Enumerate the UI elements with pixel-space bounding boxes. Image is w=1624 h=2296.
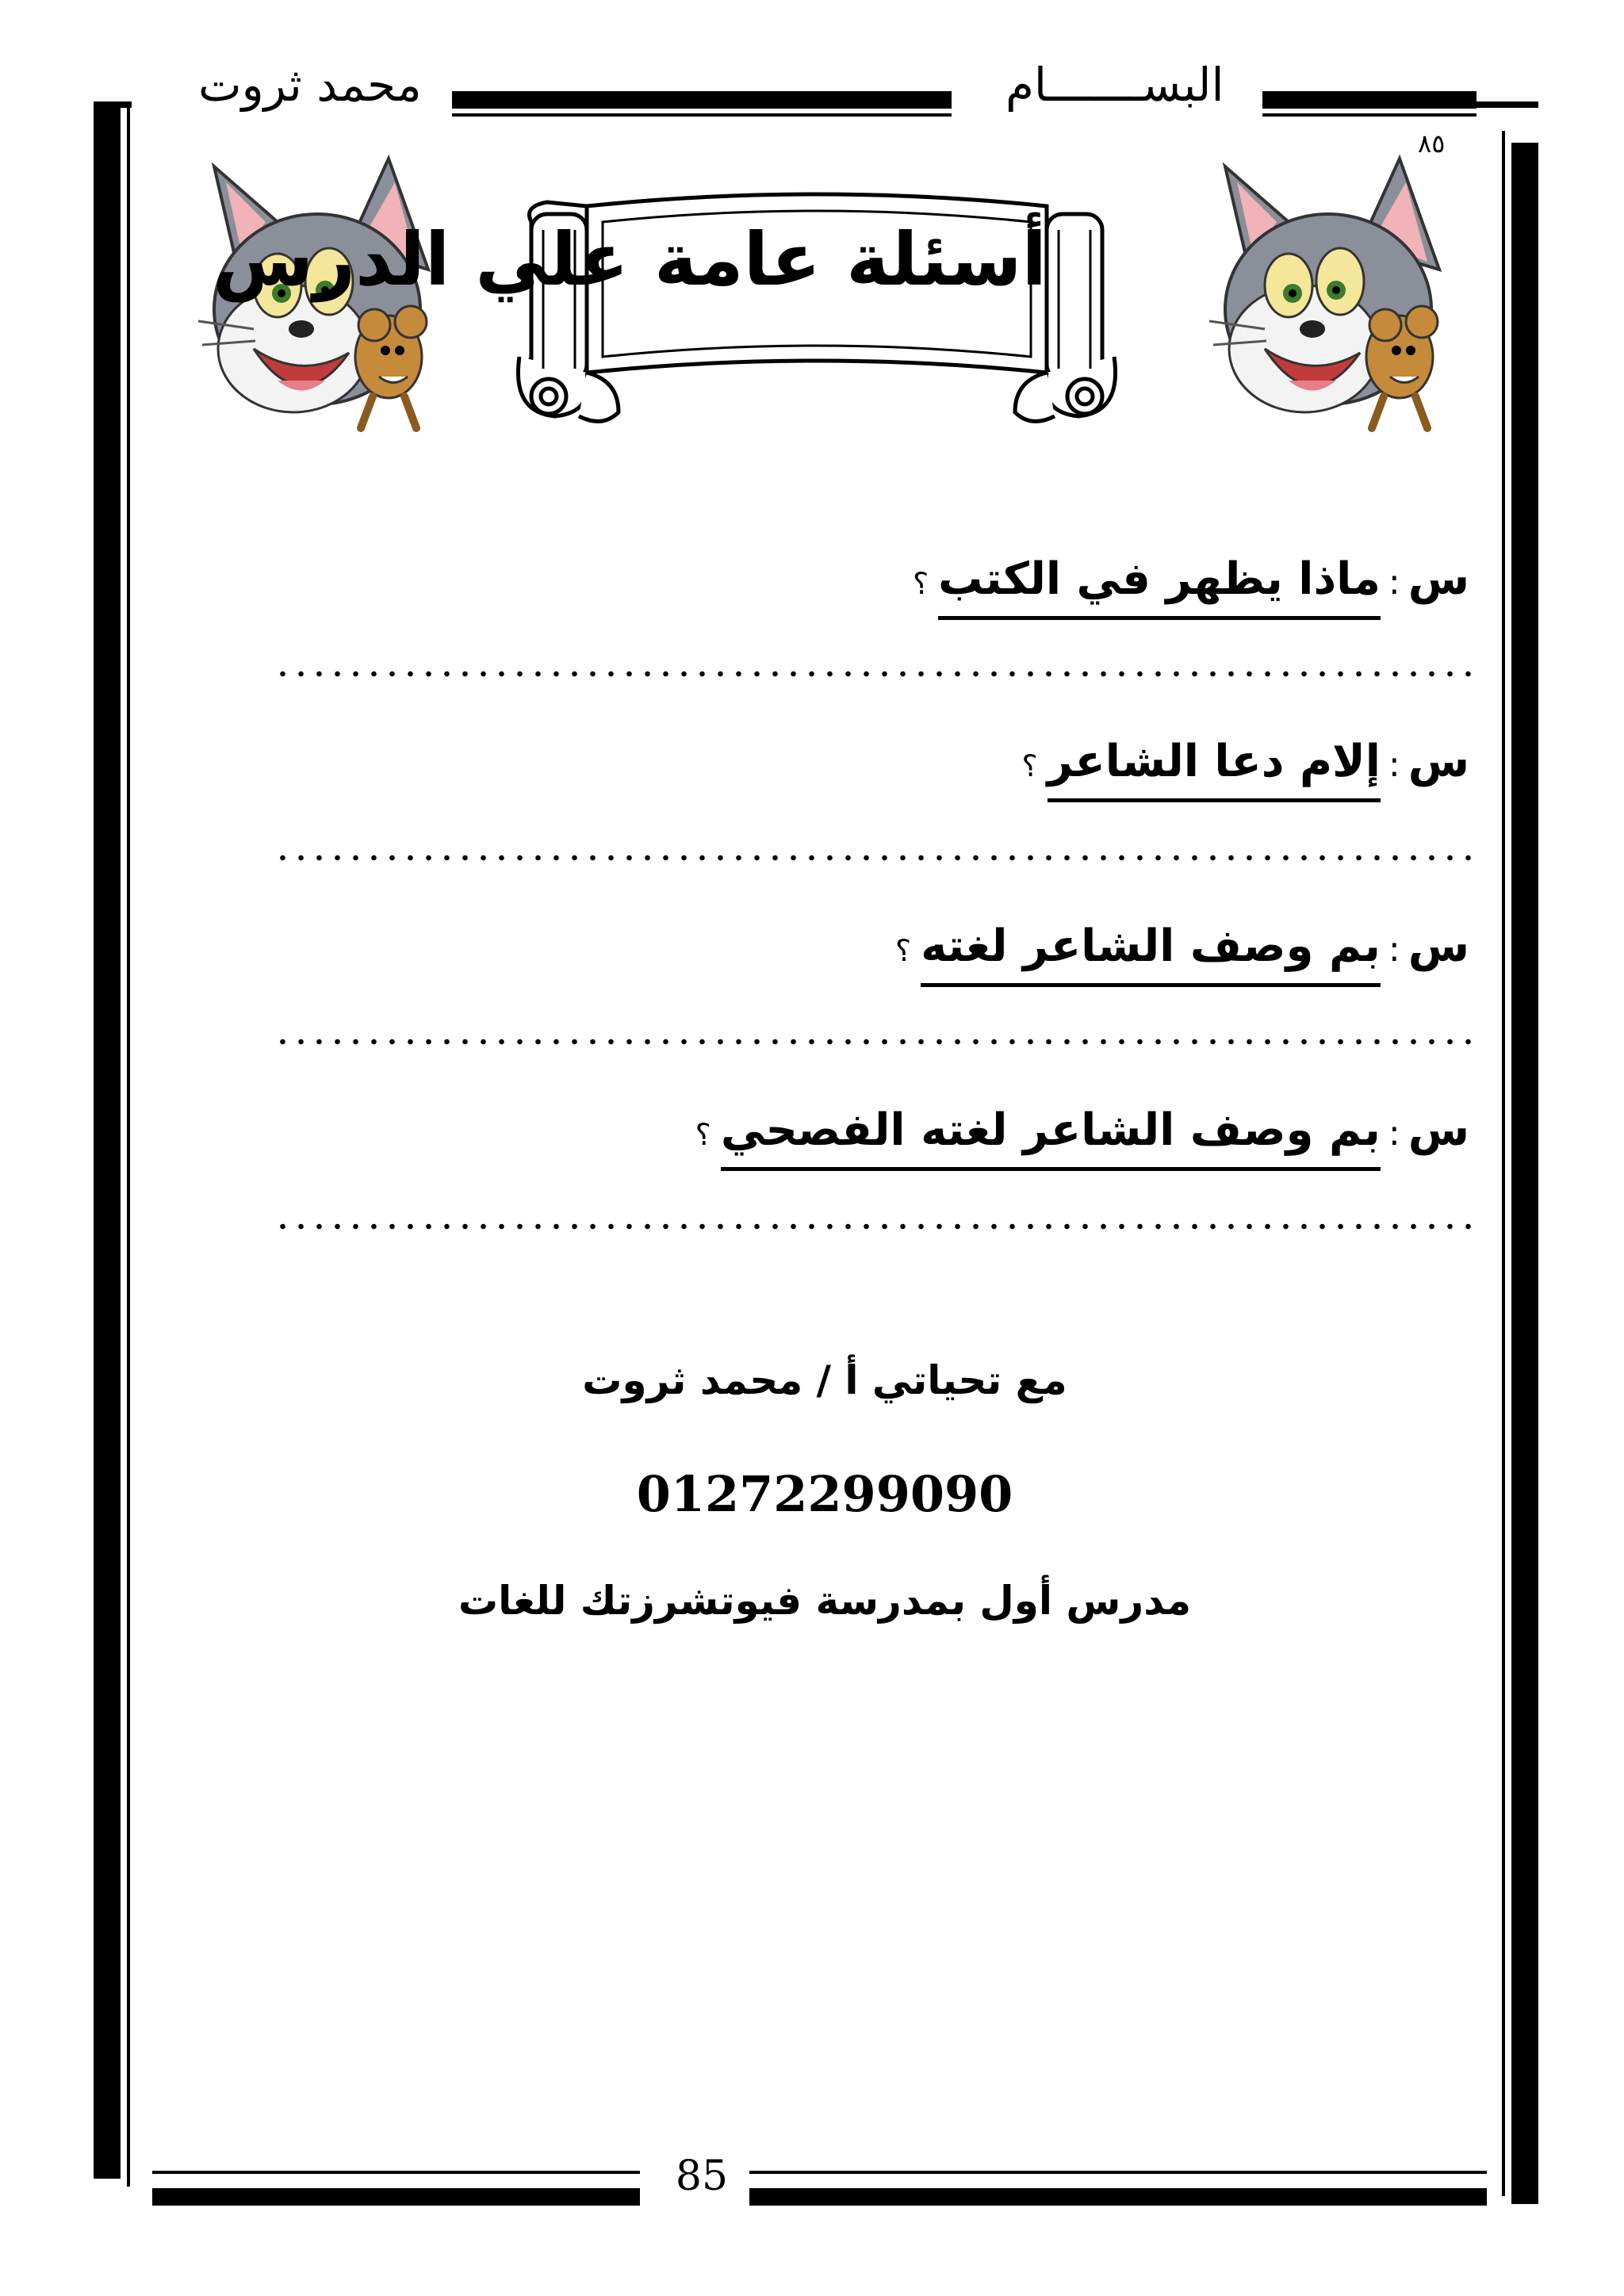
frame-right-thick bbox=[1511, 143, 1538, 2204]
question-text: إلام دعا الشاعر bbox=[1048, 736, 1381, 802]
footer-rule-right-thin bbox=[749, 2171, 1487, 2174]
signature-phone: 01272299090 bbox=[636, 1465, 1013, 1523]
answer-line-1[interactable] bbox=[274, 671, 1479, 677]
question-prefix: س bbox=[1408, 736, 1469, 787]
footer-rule-left-thin bbox=[152, 2171, 640, 2174]
signature-greeting: مع تحياتي أ / محمد ثروت bbox=[582, 1357, 1067, 1403]
question-text: ماذا يظهر في الكتب bbox=[938, 553, 1381, 620]
answer-line-3[interactable] bbox=[274, 1039, 1479, 1045]
question-text: بم وصف الشاعر لغته الفصحي bbox=[721, 1104, 1381, 1171]
corner-page-number: ٨٥ bbox=[1418, 128, 1446, 159]
question-mark: ؟ bbox=[912, 566, 929, 601]
question-1 bbox=[912, 553, 1469, 605]
frame-left-thin bbox=[127, 101, 130, 2187]
header-rule-right bbox=[1262, 91, 1477, 109]
banner-title: أسئلة عامة علي الدرس bbox=[213, 217, 1047, 302]
question-mark: ؟ bbox=[695, 1117, 711, 1152]
header-rule-left bbox=[452, 91, 952, 109]
question-mark: ؟ bbox=[894, 933, 912, 968]
answer-line-4[interactable] bbox=[274, 1223, 1479, 1230]
header-rule-left-thin bbox=[452, 113, 952, 117]
page-number: 85 bbox=[675, 2152, 729, 2200]
header-author: محمد ثروت bbox=[198, 58, 422, 112]
question-separator: : bbox=[1388, 744, 1400, 785]
frame-left-thick bbox=[94, 101, 121, 2179]
footer-rule-right bbox=[749, 2188, 1487, 2206]
scroll-banner bbox=[213, 174, 1134, 436]
question-prefix: س bbox=[1408, 553, 1469, 605]
question-prefix: س bbox=[1408, 920, 1469, 972]
question-separator: : bbox=[1388, 1113, 1400, 1154]
header-book-title: البســـــــام bbox=[1005, 58, 1224, 112]
question-separator: : bbox=[1388, 562, 1400, 603]
header-rule-right-thin bbox=[1262, 113, 1477, 117]
question-2 bbox=[1021, 736, 1469, 787]
frame-corner-top-left bbox=[94, 101, 132, 108]
tom-and-jerry-icon bbox=[1201, 151, 1455, 436]
frame-right-thin bbox=[1502, 131, 1505, 2196]
question-4 bbox=[695, 1104, 1469, 1156]
signature-role: مدرس أول بمدرسة فيوتشرزتك للغات bbox=[458, 1578, 1192, 1624]
question-separator: : bbox=[1388, 929, 1400, 970]
footer-rule-left bbox=[152, 2188, 640, 2206]
answer-line-2[interactable] bbox=[274, 855, 1479, 861]
frame-corner-top-right bbox=[1475, 101, 1538, 108]
question-prefix: س bbox=[1408, 1104, 1469, 1156]
question-3 bbox=[894, 920, 1469, 972]
question-mark: ؟ bbox=[1021, 748, 1038, 783]
question-text: بم وصف الشاعر لغته bbox=[921, 920, 1381, 987]
